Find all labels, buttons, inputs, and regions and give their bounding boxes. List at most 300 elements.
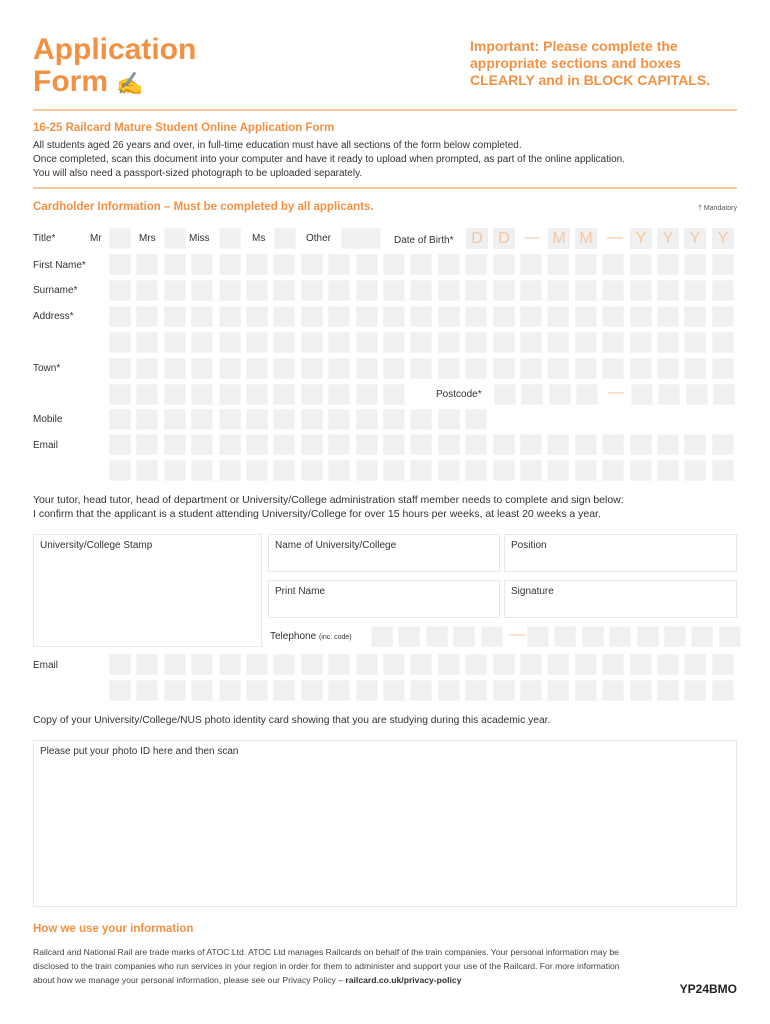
address-line2-box[interactable] bbox=[301, 332, 323, 353]
surname-box[interactable] bbox=[164, 280, 186, 301]
mobile-box[interactable] bbox=[219, 409, 241, 430]
telephone-part2-box[interactable] bbox=[664, 626, 686, 647]
dob-year-3[interactable]: Y bbox=[684, 228, 706, 249]
surname-box[interactable] bbox=[328, 280, 350, 301]
address-line2-box[interactable] bbox=[602, 332, 624, 353]
address-line1-box[interactable] bbox=[383, 306, 405, 327]
dob-year-2[interactable]: Y bbox=[657, 228, 679, 249]
position-field[interactable]: Position bbox=[504, 534, 737, 572]
first-name-box[interactable] bbox=[246, 254, 268, 275]
address-line1-box[interactable] bbox=[410, 306, 432, 327]
first-name-box[interactable] bbox=[191, 254, 213, 275]
town-line2-box[interactable] bbox=[246, 384, 268, 405]
address-line1-box[interactable] bbox=[164, 306, 186, 327]
email-line1-box[interactable] bbox=[301, 434, 323, 455]
email-line2-box[interactable] bbox=[109, 460, 131, 481]
town-line2-box[interactable] bbox=[109, 384, 131, 405]
tutor-email-line2-box[interactable] bbox=[657, 680, 679, 701]
email-line2-box[interactable] bbox=[602, 460, 624, 481]
town-line1-box[interactable] bbox=[191, 358, 213, 379]
first-name-box[interactable] bbox=[493, 254, 515, 275]
tutor-email-line2-box[interactable] bbox=[602, 680, 624, 701]
title-option-mrs: Mrs bbox=[139, 233, 156, 244]
address-line2-box[interactable] bbox=[328, 332, 350, 353]
address-line2-box[interactable] bbox=[547, 332, 569, 353]
tutor-email-line1-box[interactable] bbox=[301, 654, 323, 675]
postcode-separator: — bbox=[608, 384, 624, 401]
mandatory-note: † Mandatory bbox=[698, 205, 737, 212]
first-name-box[interactable] bbox=[602, 254, 624, 275]
town-line2-box[interactable] bbox=[191, 384, 213, 405]
email-line2-box[interactable] bbox=[547, 460, 569, 481]
postcode-part2-box[interactable] bbox=[658, 384, 680, 405]
address-line2-box[interactable] bbox=[136, 332, 158, 353]
surname-box[interactable] bbox=[383, 280, 405, 301]
email-line2-box[interactable] bbox=[575, 460, 597, 481]
first-name-box[interactable] bbox=[356, 254, 378, 275]
address-label: Address* bbox=[33, 311, 74, 322]
tutor-email-line2-box[interactable] bbox=[438, 680, 460, 701]
town-line1-box[interactable] bbox=[520, 358, 542, 379]
town-line2-box[interactable] bbox=[301, 384, 323, 405]
first-name-box[interactable] bbox=[301, 254, 323, 275]
email-line1-box[interactable] bbox=[410, 434, 432, 455]
tutor-email-line2-box[interactable] bbox=[410, 680, 432, 701]
dob-year-4[interactable]: Y bbox=[712, 228, 734, 249]
town-line1-box[interactable] bbox=[109, 358, 131, 379]
tutor-email-line1-box[interactable] bbox=[383, 654, 405, 675]
telephone-part2-box[interactable] bbox=[527, 626, 549, 647]
dob-day-1[interactable]: D bbox=[466, 228, 488, 249]
mobile-box[interactable] bbox=[383, 409, 405, 430]
mobile-box[interactable] bbox=[136, 409, 158, 430]
town-line1-box[interactable] bbox=[602, 358, 624, 379]
address-line2-box[interactable] bbox=[684, 332, 706, 353]
tutor-email-line2-box[interactable] bbox=[493, 680, 515, 701]
email-line1-box[interactable] bbox=[191, 434, 213, 455]
town-line1-box[interactable] bbox=[657, 358, 679, 379]
form-title bbox=[33, 34, 196, 100]
dob-year-1[interactable]: Y bbox=[630, 228, 652, 249]
surname-box[interactable] bbox=[575, 280, 597, 301]
town-line1-box[interactable] bbox=[356, 358, 378, 379]
email-line1-box[interactable] bbox=[547, 434, 569, 455]
postcode-part1-box[interactable] bbox=[576, 384, 598, 405]
surname-box[interactable] bbox=[246, 280, 268, 301]
town-line1-box[interactable] bbox=[438, 358, 460, 379]
address-line1-box[interactable] bbox=[136, 306, 158, 327]
town-line2-box[interactable] bbox=[356, 384, 378, 405]
address-line1-box[interactable] bbox=[301, 306, 323, 327]
town-label: Town* bbox=[33, 363, 61, 374]
tutor-email-line1-box[interactable] bbox=[465, 654, 487, 675]
email-line2-box[interactable] bbox=[191, 460, 213, 481]
surname-box[interactable] bbox=[493, 280, 515, 301]
surname-box[interactable] bbox=[657, 280, 679, 301]
tutor-email-line2-box[interactable] bbox=[465, 680, 487, 701]
town-line1-box[interactable] bbox=[273, 358, 295, 379]
email-line1-box[interactable] bbox=[602, 434, 624, 455]
title-label: Title* bbox=[33, 233, 56, 244]
first-name-box[interactable] bbox=[547, 254, 569, 275]
email-line1-box[interactable] bbox=[575, 434, 597, 455]
town-line1-box[interactable] bbox=[712, 358, 734, 379]
first-name-box[interactable] bbox=[273, 254, 295, 275]
telephone-part1-box[interactable] bbox=[398, 626, 420, 647]
email-line1-box[interactable] bbox=[273, 434, 295, 455]
address-line1-box[interactable] bbox=[109, 306, 131, 327]
first-name-box[interactable] bbox=[164, 254, 186, 275]
address-line1-box[interactable] bbox=[356, 306, 378, 327]
email-line2-box[interactable] bbox=[273, 460, 295, 481]
postcode-part2-box[interactable] bbox=[631, 384, 653, 405]
email-line2-box[interactable] bbox=[246, 460, 268, 481]
email-line1-box[interactable] bbox=[438, 434, 460, 455]
address-line1-box[interactable] bbox=[520, 306, 542, 327]
title-option-ms: Ms bbox=[252, 233, 266, 244]
tutor-email-line1-box[interactable] bbox=[438, 654, 460, 675]
telephone-label: Telephone (inc. code) bbox=[270, 631, 352, 642]
dob-day-2[interactable]: D bbox=[493, 228, 515, 249]
address-line2-box[interactable] bbox=[465, 332, 487, 353]
title-mrs-checkbox[interactable] bbox=[164, 228, 186, 249]
address-line2-box[interactable] bbox=[191, 332, 213, 353]
university-stamp-box[interactable]: University/College Stamp bbox=[33, 534, 262, 647]
email-line1-box[interactable] bbox=[684, 434, 706, 455]
email-line1-box[interactable] bbox=[383, 434, 405, 455]
telephone-part1-box[interactable] bbox=[371, 626, 393, 647]
email-line2-box[interactable] bbox=[328, 460, 350, 481]
dob-label: Date of Birth* bbox=[394, 235, 454, 246]
email-line2-box[interactable] bbox=[438, 460, 460, 481]
address-line1-box[interactable] bbox=[493, 306, 515, 327]
title-option-mr: Mr bbox=[90, 233, 102, 244]
dob-separator: — bbox=[607, 229, 623, 246]
print-name-field[interactable]: Print Name bbox=[268, 580, 500, 618]
tutor-email-line2-box[interactable] bbox=[575, 680, 597, 701]
address-line2-box[interactable] bbox=[356, 332, 378, 353]
address-line2-box[interactable] bbox=[219, 332, 241, 353]
title-mr-checkbox[interactable] bbox=[109, 228, 131, 249]
surname-box[interactable] bbox=[136, 280, 158, 301]
tutor-email-line1-box[interactable] bbox=[630, 654, 652, 675]
mobile-box[interactable] bbox=[356, 409, 378, 430]
cardholder-heading: Cardholder Information – Must be completed by all applicants. bbox=[33, 201, 374, 213]
mobile-box[interactable] bbox=[301, 409, 323, 430]
address-line2-box[interactable] bbox=[438, 332, 460, 353]
mobile-box[interactable] bbox=[465, 409, 487, 430]
town-line1-box[interactable] bbox=[383, 358, 405, 379]
tutor-email-line2-box[interactable] bbox=[246, 680, 268, 701]
address-line1-box[interactable] bbox=[657, 306, 679, 327]
email-line2-box[interactable] bbox=[712, 460, 734, 481]
address-line1-box[interactable] bbox=[712, 306, 734, 327]
first-name-box[interactable] bbox=[520, 254, 542, 275]
address-line2-box[interactable] bbox=[410, 332, 432, 353]
title-other-field[interactable] bbox=[341, 228, 381, 249]
address-line2-box[interactable] bbox=[630, 332, 652, 353]
telephone-separator: — bbox=[509, 626, 525, 643]
first-name-box[interactable] bbox=[712, 254, 734, 275]
tutor-email-label: Email bbox=[33, 660, 59, 671]
mobile-box[interactable] bbox=[164, 409, 186, 430]
dob-month-1[interactable]: M bbox=[548, 228, 570, 249]
tutor-email-line1-box[interactable] bbox=[602, 654, 624, 675]
mobile-box[interactable] bbox=[191, 409, 213, 430]
tutor-email-line1-box[interactable] bbox=[136, 654, 158, 675]
surname-label: Surname* bbox=[33, 285, 78, 296]
email-line2-box[interactable] bbox=[630, 460, 652, 481]
tutor-email-line1-box[interactable] bbox=[547, 654, 569, 675]
surname-box[interactable] bbox=[410, 280, 432, 301]
address-line1-box[interactable] bbox=[547, 306, 569, 327]
tutor-email-line1-box[interactable] bbox=[219, 654, 241, 675]
email-line1-box[interactable] bbox=[356, 434, 378, 455]
tutor-email-line1-box[interactable] bbox=[356, 654, 378, 675]
town-line2-box[interactable] bbox=[164, 384, 186, 405]
email-line2-box[interactable] bbox=[410, 460, 432, 481]
mobile-label: Mobile bbox=[33, 414, 63, 425]
surname-box[interactable] bbox=[465, 280, 487, 301]
info-text: Railcard and National Rail are trade marks of ATOC Ltd. ATOC Ltd manages Railcards on behalf of the train companies. Your personal information may be disclosed to the train companies who run services in your region in order for them to administer and support your use of the Railcard. For more information about how we manage your personal information, please see our Privacy Policy – railcard.co.uk/privacy-policy bbox=[33, 947, 620, 985]
first-name-box[interactable] bbox=[575, 254, 597, 275]
address-line2-box[interactable] bbox=[493, 332, 515, 353]
email-line2-box[interactable] bbox=[136, 460, 158, 481]
surname-box[interactable] bbox=[547, 280, 569, 301]
tutor-email-line1-box[interactable] bbox=[575, 654, 597, 675]
town-line1-box[interactable] bbox=[328, 358, 350, 379]
email-line1-box[interactable] bbox=[109, 434, 131, 455]
town-line2-box[interactable] bbox=[328, 384, 350, 405]
town-line2-box[interactable] bbox=[136, 384, 158, 405]
telephone-part2-box[interactable] bbox=[637, 626, 659, 647]
email-line1-box[interactable] bbox=[328, 434, 350, 455]
tutor-email-line1-box[interactable] bbox=[246, 654, 268, 675]
town-line1-box[interactable] bbox=[547, 358, 569, 379]
tutor-email-line1-box[interactable] bbox=[273, 654, 295, 675]
surname-box[interactable] bbox=[602, 280, 624, 301]
telephone-part2-box[interactable] bbox=[582, 626, 604, 647]
first-name-box[interactable] bbox=[383, 254, 405, 275]
surname-box[interactable] bbox=[273, 280, 295, 301]
address-line2-box[interactable] bbox=[657, 332, 679, 353]
photo-id-area[interactable]: Please put your photo ID here and then scan bbox=[33, 740, 737, 907]
address-line2-box[interactable] bbox=[575, 332, 597, 353]
tutor-email-line2-box[interactable] bbox=[520, 680, 542, 701]
surname-box[interactable] bbox=[191, 280, 213, 301]
tutor-email-line1-box[interactable] bbox=[493, 654, 515, 675]
surname-box[interactable] bbox=[109, 280, 131, 301]
tutor-email-line2-box[interactable] bbox=[383, 680, 405, 701]
email-line1-box[interactable] bbox=[164, 434, 186, 455]
email-line1-box[interactable] bbox=[520, 434, 542, 455]
address-line2-box[interactable] bbox=[712, 332, 734, 353]
tutor-email-line2-box[interactable] bbox=[712, 680, 734, 701]
title-option-other: Other bbox=[306, 233, 332, 244]
address-line2-box[interactable] bbox=[273, 332, 295, 353]
first-name-label: First Name* bbox=[33, 260, 86, 271]
address-line1-box[interactable] bbox=[465, 306, 487, 327]
postcode-part1-box[interactable] bbox=[494, 384, 516, 405]
tutor-email-line2-box[interactable] bbox=[273, 680, 295, 701]
tutor-email-line1-box[interactable] bbox=[712, 654, 734, 675]
tutor-email-line2-box[interactable] bbox=[136, 680, 158, 701]
tutor-email-line2-box[interactable] bbox=[191, 680, 213, 701]
dob-month-2[interactable]: M bbox=[575, 228, 597, 249]
first-name-box[interactable] bbox=[657, 254, 679, 275]
email-line1-box[interactable] bbox=[657, 434, 679, 455]
town-line1-box[interactable] bbox=[410, 358, 432, 379]
tutor-email-line1-box[interactable] bbox=[520, 654, 542, 675]
town-line1-box[interactable] bbox=[136, 358, 158, 379]
mobile-box[interactable] bbox=[246, 409, 268, 430]
tutor-email-line2-box[interactable] bbox=[684, 680, 706, 701]
email-line1-box[interactable] bbox=[712, 434, 734, 455]
title-ms-checkbox[interactable] bbox=[274, 228, 296, 249]
surname-box[interactable] bbox=[301, 280, 323, 301]
address-line1-box[interactable] bbox=[630, 306, 652, 327]
town-line1-box[interactable] bbox=[246, 358, 268, 379]
tutor-email-line1-box[interactable] bbox=[684, 654, 706, 675]
university-name-field[interactable]: Name of University/College bbox=[268, 534, 500, 572]
title-miss-checkbox[interactable] bbox=[219, 228, 241, 249]
address-line2-box[interactable] bbox=[246, 332, 268, 353]
tutor-email-line2-box[interactable] bbox=[219, 680, 241, 701]
email-line2-box[interactable] bbox=[301, 460, 323, 481]
telephone-part1-box[interactable] bbox=[481, 626, 503, 647]
telephone-part1-box[interactable] bbox=[426, 626, 448, 647]
first-name-box[interactable] bbox=[136, 254, 158, 275]
surname-box[interactable] bbox=[684, 280, 706, 301]
town-line1-box[interactable] bbox=[630, 358, 652, 379]
postcode-part1-box[interactable] bbox=[549, 384, 571, 405]
first-name-box[interactable] bbox=[410, 254, 432, 275]
tutor-email-line1-box[interactable] bbox=[191, 654, 213, 675]
important-notice: Important: Please complete the appropriate sections and boxes CLEARLY and in BLOCK CAPITALS. bbox=[470, 38, 711, 88]
tutor-email-line2-box[interactable] bbox=[164, 680, 186, 701]
email-line2-box[interactable] bbox=[219, 460, 241, 481]
address-line1-box[interactable] bbox=[438, 306, 460, 327]
postcode-part2-box[interactable] bbox=[713, 384, 735, 405]
postcode-part2-box[interactable] bbox=[686, 384, 708, 405]
email-line2-box[interactable] bbox=[520, 460, 542, 481]
first-name-box[interactable] bbox=[109, 254, 131, 275]
email-line2-box[interactable] bbox=[164, 460, 186, 481]
telephone-part1-box[interactable] bbox=[453, 626, 475, 647]
telephone-part2-box[interactable] bbox=[609, 626, 631, 647]
email-line2-box[interactable] bbox=[657, 460, 679, 481]
tutor-email-line2-box[interactable] bbox=[356, 680, 378, 701]
town-line1-box[interactable] bbox=[493, 358, 515, 379]
telephone-part2-box[interactable] bbox=[554, 626, 576, 647]
dob-separator: — bbox=[524, 229, 540, 246]
address-line1-box[interactable] bbox=[273, 306, 295, 327]
mobile-box[interactable] bbox=[328, 409, 350, 430]
surname-box[interactable] bbox=[356, 280, 378, 301]
town-line2-box[interactable] bbox=[219, 384, 241, 405]
town-line2-box[interactable] bbox=[383, 384, 405, 405]
town-line1-box[interactable] bbox=[465, 358, 487, 379]
address-line2-box[interactable] bbox=[109, 332, 131, 353]
surname-box[interactable] bbox=[438, 280, 460, 301]
email-line2-box[interactable] bbox=[356, 460, 378, 481]
first-name-box[interactable] bbox=[438, 254, 460, 275]
address-line1-box[interactable] bbox=[246, 306, 268, 327]
telephone-part2-box[interactable] bbox=[691, 626, 713, 647]
email-line1-box[interactable] bbox=[219, 434, 241, 455]
email-line2-box[interactable] bbox=[684, 460, 706, 481]
email-line1-box[interactable] bbox=[465, 434, 487, 455]
address-line1-box[interactable] bbox=[328, 306, 350, 327]
email-line1-box[interactable] bbox=[246, 434, 268, 455]
first-name-box[interactable] bbox=[630, 254, 652, 275]
town-line2-box[interactable] bbox=[273, 384, 295, 405]
intro-heading: 16-25 Railcard Mature Student Online Application Form bbox=[33, 122, 335, 134]
tutor-email-line2-box[interactable] bbox=[630, 680, 652, 701]
tutor-email-line1-box[interactable] bbox=[657, 654, 679, 675]
mobile-box[interactable] bbox=[273, 409, 295, 430]
surname-box[interactable] bbox=[219, 280, 241, 301]
address-line2-box[interactable] bbox=[383, 332, 405, 353]
telephone-part2-box[interactable] bbox=[719, 626, 741, 647]
first-name-box[interactable] bbox=[328, 254, 350, 275]
tutor-email-line1-box[interactable] bbox=[109, 654, 131, 675]
first-name-box[interactable] bbox=[219, 254, 241, 275]
tutor-email-line2-box[interactable] bbox=[301, 680, 323, 701]
writing-hand-icon: ✍ bbox=[116, 71, 144, 96]
surname-box[interactable] bbox=[630, 280, 652, 301]
signature-field[interactable]: Signature bbox=[504, 580, 737, 618]
email-line1-box[interactable] bbox=[630, 434, 652, 455]
surname-box[interactable] bbox=[520, 280, 542, 301]
tutor-email-line2-box[interactable] bbox=[109, 680, 131, 701]
first-name-box[interactable] bbox=[465, 254, 487, 275]
email-line2-box[interactable] bbox=[493, 460, 515, 481]
tutor-email-line1-box[interactable] bbox=[410, 654, 432, 675]
postcode-part1-box[interactable] bbox=[521, 384, 543, 405]
tutor-email-line2-box[interactable] bbox=[547, 680, 569, 701]
email-line2-box[interactable] bbox=[383, 460, 405, 481]
email-line2-box[interactable] bbox=[465, 460, 487, 481]
town-line1-box[interactable] bbox=[301, 358, 323, 379]
first-name-box[interactable] bbox=[684, 254, 706, 275]
address-line1-box[interactable] bbox=[575, 306, 597, 327]
address-line1-box[interactable] bbox=[684, 306, 706, 327]
town-line1-box[interactable] bbox=[684, 358, 706, 379]
mobile-box[interactable] bbox=[109, 409, 131, 430]
tutor-text: Your tutor, head tutor, head of department or University/College administration staff member needs to complete and sign below: I confirm that the applicant is a student attending University/College for over 15 hours per weeks, at least 20 weeks a year. bbox=[33, 494, 624, 520]
address-line2-box[interactable] bbox=[520, 332, 542, 353]
email-line1-box[interactable] bbox=[493, 434, 515, 455]
town-line1-box[interactable] bbox=[164, 358, 186, 379]
privacy-policy-link[interactable]: railcard.co.uk/privacy-policy bbox=[345, 975, 462, 985]
mobile-box[interactable] bbox=[410, 409, 432, 430]
address-line1-box[interactable] bbox=[191, 306, 213, 327]
tutor-email-line2-box[interactable] bbox=[328, 680, 350, 701]
tutor-email-line1-box[interactable] bbox=[328, 654, 350, 675]
email-line1-box[interactable] bbox=[136, 434, 158, 455]
surname-box[interactable] bbox=[712, 280, 734, 301]
address-line2-box[interactable] bbox=[164, 332, 186, 353]
address-line1-box[interactable] bbox=[602, 306, 624, 327]
tutor-email-line1-box[interactable] bbox=[164, 654, 186, 675]
town-line1-box[interactable] bbox=[219, 358, 241, 379]
town-line1-box[interactable] bbox=[575, 358, 597, 379]
address-line1-box[interactable] bbox=[219, 306, 241, 327]
mobile-box[interactable] bbox=[438, 409, 460, 430]
postcode-label: Postcode* bbox=[436, 389, 482, 400]
divider bbox=[33, 187, 737, 189]
